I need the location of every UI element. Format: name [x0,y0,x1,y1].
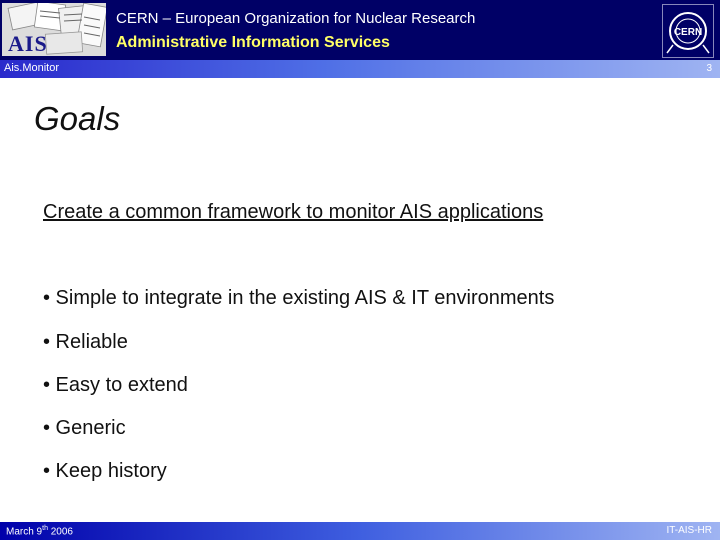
bullet-item: • Reliable [43,331,128,353]
bullet-item: • Keep history [43,460,167,482]
footer-group-label: IT-AIS-HR [666,525,712,536]
cern-logo-text: CERN [673,27,703,38]
cern-logo-icon [663,5,713,57]
ais-logo [2,3,106,56]
bullet-item: • Easy to extend [43,374,188,396]
presentation-name: Ais.Monitor [4,62,60,74]
title-bar [0,60,720,78]
footer-date [6,525,73,537]
page-number: 3 [706,63,712,74]
footer-date-year: 2006 [47,526,73,538]
bullet-item: • Simple to integrate in the existing AIS & IT environments [43,287,555,309]
footer-date-day: March 9 [6,526,43,538]
organization-title: CERN – European Organization for Nuclear Research [116,10,476,27]
cern-logo [662,4,714,58]
department-subtitle: Administrative Information Services [116,34,390,51]
footer-date-suffix: th [42,525,48,532]
slide-subheading: Create a common framework to monitor AIS applications [43,201,544,223]
slide-title: Goals [34,100,121,137]
footer-bar [0,522,720,540]
header-banner [0,0,720,62]
bullet-item: • Generic [43,417,126,439]
ais-logo-text: AIS [8,31,48,56]
